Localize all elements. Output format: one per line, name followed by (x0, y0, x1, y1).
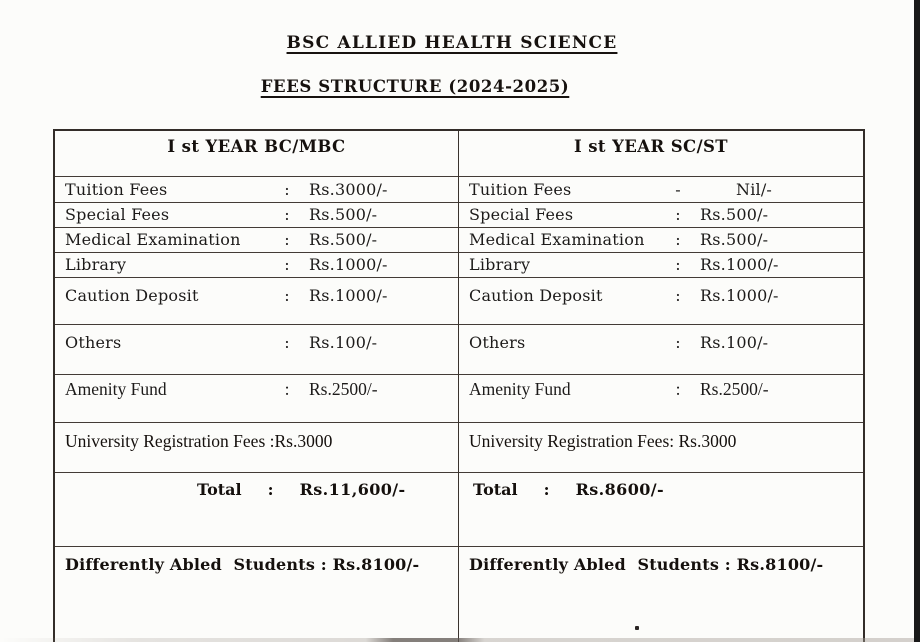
fee-row-others (459, 325, 863, 375)
fee-separator: : (675, 255, 681, 274)
fee-row-caution-deposit (459, 278, 863, 325)
total-separator: : (543, 480, 550, 499)
fee-label: Tuition Fees (65, 180, 168, 199)
ink-speck (635, 626, 639, 630)
fee-label: Tuition Fees (469, 180, 572, 199)
fee-label: Library (469, 255, 531, 274)
total-separator: : (267, 480, 274, 499)
university-registration-row: University Registration Fees :Rs.3000 (55, 423, 458, 473)
fee-label: Others (469, 333, 526, 352)
fee-label: Medical Examination (65, 230, 241, 249)
total-row (55, 473, 458, 547)
fee-value: Nil/- (736, 180, 773, 199)
fee-row-medical (459, 228, 863, 253)
fee-value: Rs.1000/- (309, 286, 388, 305)
fee-value: Rs.500/- (700, 230, 769, 249)
fee-separator: - (675, 180, 681, 199)
total-value: Rs.8600/- (575, 480, 665, 499)
fee-value: Rs.500/- (700, 205, 769, 224)
scan-right-edge-strip (914, 0, 920, 642)
fee-label: Caution Deposit (65, 286, 199, 305)
fee-separator: : (675, 205, 681, 224)
fee-value: Rs.1000/- (309, 255, 388, 274)
fee-separator: : (675, 230, 681, 249)
fee-row-tuition (459, 177, 863, 203)
fee-row-special (459, 203, 863, 228)
fee-separator: : (284, 379, 290, 399)
page-subtitle: FEES STRUCTURE (2024-2025) (260, 77, 570, 96)
fee-value: Rs.1000/- (700, 286, 779, 305)
fee-separator: : (675, 379, 681, 399)
fee-separator: : (675, 286, 681, 305)
fee-separator: : (284, 286, 290, 305)
fee-label: Caution Deposit (469, 286, 603, 305)
fee-row-library (459, 253, 863, 278)
fee-row-library (55, 253, 458, 278)
column-header-bcmbc: I st YEAR BC/MBC (55, 131, 458, 177)
fee-separator: : (284, 180, 290, 199)
fees-table (53, 129, 865, 642)
fee-separator: : (284, 255, 290, 274)
total-row (459, 473, 863, 547)
total-label: Total (197, 480, 242, 499)
column-bcmbc (55, 131, 459, 642)
differently-abled-row: Differently Abled Students : Rs.8100/- (469, 555, 824, 574)
fee-row-tuition (55, 177, 458, 203)
total-label: Total (473, 480, 518, 499)
column-scst (459, 131, 863, 642)
fee-separator: : (675, 333, 681, 352)
fee-value: Rs.100/- (309, 333, 378, 352)
differently-abled-row: Differently Abled Students : Rs.8100/- (65, 555, 420, 574)
fee-row-special (55, 203, 458, 228)
fee-value: Rs.100/- (700, 333, 769, 352)
fee-label: Amenity Fund (469, 379, 571, 399)
scan-bottom-edge-artifact (0, 638, 914, 642)
column-header-scst: I st YEAR SC/ST (459, 131, 863, 177)
fee-row-caution-deposit (55, 278, 458, 325)
fee-label: Library (65, 255, 127, 274)
fee-value: Rs.1000/- (700, 255, 779, 274)
fee-separator: : (284, 230, 290, 249)
fee-label: Special Fees (65, 205, 170, 224)
fee-label: Medical Examination (469, 230, 645, 249)
university-registration-row: University Registration Fees: Rs.3000 (459, 423, 863, 473)
fee-label: Amenity Fund (65, 379, 167, 399)
fee-separator: : (284, 333, 290, 352)
fee-separator: : (284, 205, 290, 224)
fee-value: Rs.500/- (309, 230, 378, 249)
fee-value: Rs.3000/- (309, 180, 388, 199)
fee-value: Rs.2500/- (309, 379, 378, 399)
fee-value: Rs.2500/- (700, 379, 769, 399)
fee-label: Others (65, 333, 122, 352)
fee-row-amenity-fund (459, 375, 863, 423)
page-title: BSC ALLIED HEALTH SCIENCE (286, 33, 618, 53)
fee-row-others (55, 325, 458, 375)
fee-value: Rs.500/- (309, 205, 378, 224)
fee-label: Special Fees (469, 205, 574, 224)
fee-row-amenity-fund (55, 375, 458, 423)
total-value: Rs.11,600/- (299, 480, 406, 499)
fee-row-medical (55, 228, 458, 253)
